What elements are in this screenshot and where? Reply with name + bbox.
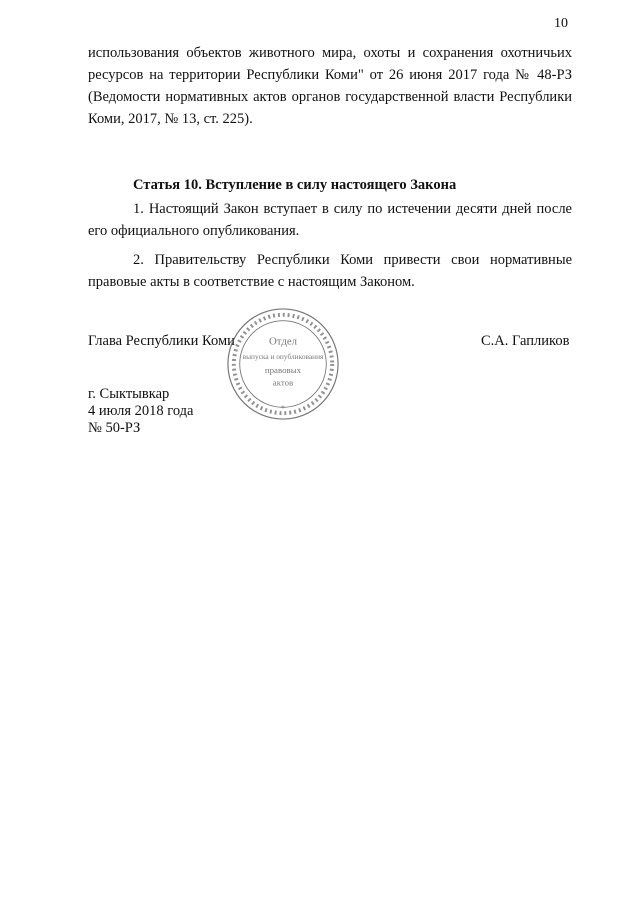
continued-paragraph: использования объектов животного мира, охоты и сохранения охотничьих ресурсов на территории Республики Коми" от 26 июня 2017 года № 48-РЗ (Ведомости нормативных актов органов государственной власти Республики Коми, 2017, № 13, ст. 225). [88,45,572,127]
signatory-position: Глава Республики Коми [88,333,235,349]
stamp-line-3: правовых [264,364,302,375]
signing-date: 4 июля 2018 года [88,403,194,419]
article-title: Статья 10. Вступление в силу настоящего Закона [133,177,457,193]
law-number: № 50-РЗ [88,420,141,436]
stamp-line-2: выпуска и опубликования [242,352,324,362]
official-stamp [224,305,342,423]
signatory-name: С.А. Гапликов [481,333,570,349]
article-item-1: 1. Настоящий Закон вступает в силу по истечении десяти дней после его официального опубликования. [88,201,572,239]
stamp-line-1: Отдел [268,335,298,348]
stamp-star-icon: * [281,404,285,414]
page-number: 10 [554,16,568,31]
article-item-2: 2. Правительству Республики Коми привести свои нормативные правовые акты в соответствие с настоящим Законом. [88,252,572,290]
signing-details [88,386,194,437]
stamp-line-4: актов [272,377,294,388]
signing-place: г. Сыктывкар [88,386,170,402]
